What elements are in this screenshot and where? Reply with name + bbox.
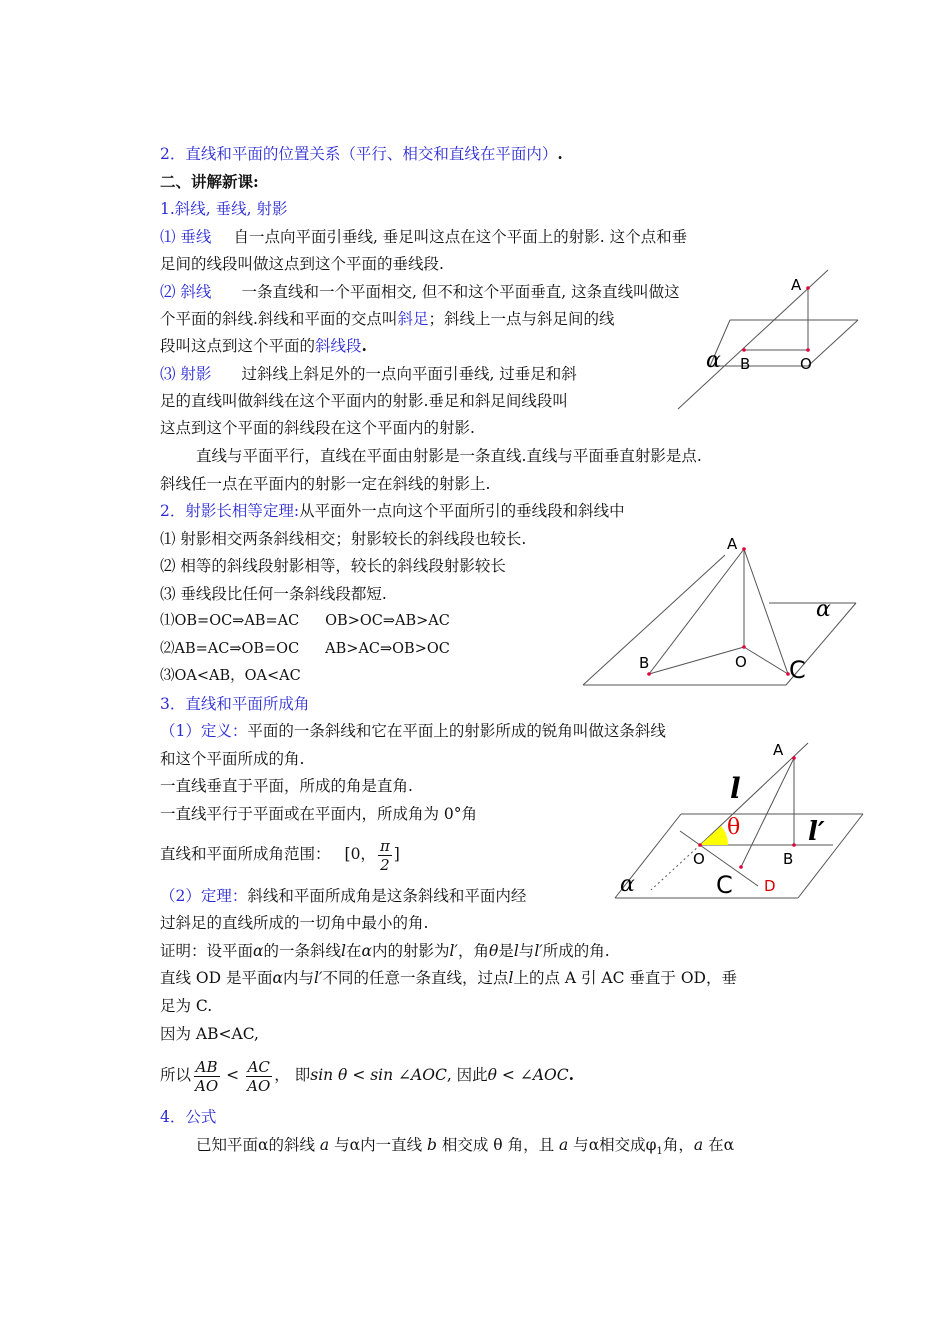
range-close: ]	[393, 845, 400, 863]
point-a	[792, 756, 796, 760]
fi-e: 与	[329, 1136, 350, 1154]
therefore-b: ， 即	[274, 1066, 311, 1084]
theorem-text: 从平面外一点向这个平面所引的垂线段和斜线中	[299, 502, 625, 520]
fraction-ab-ao	[193, 1058, 220, 1095]
oblique-line	[678, 270, 828, 409]
figure-oblique-projection	[670, 268, 870, 413]
line-perpendicular-def	[160, 227, 687, 247]
proof-o: 所成的角.	[542, 942, 610, 960]
od-e: 不同的任意一条直线，过点	[322, 969, 509, 987]
line-because: 因为 AB<AC,	[160, 1025, 259, 1043]
fi-l: α	[588, 1136, 600, 1154]
label-d: D	[764, 877, 776, 895]
angle-theta-fill	[700, 826, 728, 845]
heading-formula: 4．公式	[160, 1108, 217, 1126]
line-oblique-def	[160, 282, 680, 302]
od-l: l	[508, 969, 514, 987]
label-b: B	[639, 654, 650, 672]
point-o	[698, 843, 702, 847]
fi-q: a	[693, 1136, 704, 1154]
fi-r: 在	[703, 1136, 724, 1154]
label-theta: θ	[727, 815, 741, 840]
oblique-seg-period: .	[361, 336, 367, 355]
label-c: C	[716, 871, 733, 899]
frac2-den: AO	[247, 1076, 271, 1095]
line-oblique-segment	[160, 336, 367, 356]
proof-k: 是	[498, 942, 514, 960]
fi-d: a	[319, 1136, 330, 1154]
angle-inequality: θ < ∠AOC	[487, 1066, 569, 1084]
fi-s: α	[723, 1136, 735, 1154]
label-a: A	[791, 276, 802, 294]
fi-o: 1	[656, 1146, 663, 1158]
proof-theta: θ	[488, 942, 499, 960]
pi-over-2	[378, 837, 392, 874]
point-b	[792, 843, 796, 847]
line-parallel-projection: 直线与平面平行，直线在平面由射影是一条直线.直线与平面垂直射影是点.	[196, 447, 702, 465]
term-projection: ⑶ 射影	[160, 365, 212, 383]
fi-a: 已知平面	[196, 1136, 259, 1154]
line-foot-c: 足为 C.	[160, 997, 213, 1015]
proof-g: 内的射影为	[371, 942, 450, 960]
fi-m: 相交成	[599, 1136, 646, 1154]
point-a	[742, 547, 746, 551]
line-theorem-item2: ⑵ 相等的斜线段射影相等，较长的斜线段射影较长	[160, 557, 506, 575]
point-o	[742, 645, 746, 649]
fi-h: b	[427, 1136, 437, 1154]
label-a: A	[773, 741, 784, 759]
proof-lprime1: l′	[449, 942, 458, 960]
proof-l2: l	[513, 942, 519, 960]
proof-m: 与	[518, 942, 535, 960]
fraction-ac-ao	[245, 1058, 272, 1095]
line-od	[160, 968, 737, 988]
fi-f: α	[349, 1136, 361, 1154]
period: .	[557, 144, 563, 163]
oblique-cont-c: ；斜线上一点与斜足间的线	[428, 310, 615, 328]
line-definition	[160, 721, 666, 741]
formula2a: ⑵AB=AC⇒OB=OC	[160, 641, 300, 657]
line-section2-title	[160, 144, 563, 164]
line-projection-length-theorem	[160, 501, 625, 521]
therefore-period: .	[568, 1065, 574, 1084]
line-theorem-item1: ⑴ 射影相交两条斜线相交；射影较长的斜线段也较长.	[160, 530, 527, 548]
line-perp-angle: 一直线垂直于平面，所成的角是直角.	[160, 777, 413, 795]
line-projection-def-cont: 足的直线叫做斜线在这个平面内的射影.垂足和斜足间线段叫	[160, 392, 568, 410]
section-heading: 2．直线和平面的位置关系（平行、相交和直线在平面内）	[160, 145, 558, 163]
line-theorem2	[160, 886, 526, 906]
theorem-title: 2．射影长相等定理:	[160, 502, 300, 520]
label-alpha: α	[620, 872, 635, 897]
sin-inequality: sin θ < sin ∠AOC	[310, 1066, 447, 1084]
oblique-def-text: 一条直线和一个平面相交, 但不和这个平面垂直, 这条直线叫做这	[241, 283, 680, 301]
label-c: C	[789, 656, 806, 684]
label-o: O	[735, 653, 747, 671]
label-o: O	[693, 850, 705, 868]
segment-oc	[744, 647, 788, 674]
fi-g: 内一直线	[360, 1136, 428, 1154]
figure-projection-length	[555, 535, 875, 695]
term-oblique-foot: 斜足	[397, 310, 429, 328]
range-denominator: 2	[380, 855, 390, 874]
term-oblique: ⑵ 斜线	[160, 283, 212, 301]
heading-new-lesson: 二、讲解新课:	[160, 172, 259, 191]
point-o	[806, 348, 810, 352]
formula1b: OB>OC⇒AB>AC	[325, 613, 450, 629]
segment-ob	[649, 647, 744, 674]
label-a: A	[727, 535, 738, 553]
proof-i: ，角	[457, 942, 489, 960]
plane-edge-left	[583, 555, 725, 685]
segment-ac	[744, 549, 788, 674]
proof-alpha1: α	[253, 942, 264, 960]
oblique-cont-a: 个平面的斜线.斜线和平面的交点叫	[160, 310, 398, 328]
label-o: O	[800, 355, 812, 373]
perpendicular-def-text: 自一点向平面引垂线, 垂足叫这点在这个平面上的射影. 这个点和垂	[233, 228, 688, 246]
fi-n: φ	[645, 1136, 657, 1154]
od-alpha: α	[272, 969, 283, 987]
line-formula1	[160, 611, 450, 631]
line-definition-cont: 和这个平面所成的角.	[160, 750, 305, 768]
frac1-num: AB	[195, 1057, 218, 1076]
line-oblique-def-cont	[160, 309, 614, 329]
label-l: l	[730, 772, 741, 805]
point-a	[806, 286, 810, 290]
line-l-upper	[700, 743, 808, 845]
range-numerator: π	[379, 836, 390, 855]
od-a: 直线 OD 是平面	[160, 969, 273, 987]
line-proof	[160, 941, 610, 961]
fi-j: a	[559, 1136, 569, 1154]
projection-def-text: 过斜线上斜足外的一点向平面引垂线, 过垂足和斜	[241, 365, 577, 383]
heading-line-plane-angle: 3．直线和平面所成角	[160, 695, 310, 713]
point-b	[647, 672, 651, 676]
proof-e: 在	[345, 942, 362, 960]
fi-c: 的斜线	[268, 1136, 320, 1154]
line-formula2	[160, 639, 450, 659]
od-g: 上的点 A 引 AC 垂直于 OD，垂	[513, 969, 737, 987]
proof-lprime2: l′	[534, 942, 543, 960]
term-oblique-segment: 斜线段	[315, 337, 362, 355]
heading-oblique-perpendicular-projection: 1.斜线, 垂线, 射影	[160, 200, 288, 218]
figure-line-plane-angle	[605, 738, 875, 908]
oblique-seg-a: 段叫这点到这个平面的	[160, 337, 316, 355]
line-formula3: ⑶OA<AB，OA<AC	[160, 668, 301, 684]
fi-k: 与	[568, 1136, 589, 1154]
line-oblique-point-projection: 斜线任一点在平面内的射影一定在斜线的射影上.	[160, 475, 491, 493]
line-theorem-item3: ⑶ 垂线段比任何一条斜线段都短.	[160, 585, 387, 603]
frac2-num: AC	[247, 1057, 270, 1076]
formula1a: ⑴OB=OC⇒AB=AC	[160, 613, 300, 629]
term-perpendicular: ⑴ 垂线	[160, 228, 212, 246]
line-angle-range	[160, 836, 400, 874]
proof-c: 的一条斜线	[263, 942, 341, 960]
label-b: B	[740, 355, 751, 373]
label-alpha: α	[706, 348, 721, 373]
proof-alpha2: α	[361, 942, 372, 960]
proof-a: 证明：设平面	[160, 942, 254, 960]
proof-l1: l	[341, 942, 346, 960]
range-label: 直线和平面所成角范围：	[160, 845, 331, 863]
definition-label: （1）定义：	[160, 722, 248, 740]
therefore-d: , 因此	[446, 1066, 488, 1084]
fi-b: α	[258, 1136, 269, 1154]
point-b	[742, 348, 746, 352]
label-lprime: l′	[808, 817, 825, 847]
line-parallel-angle: 一直线平行于平面或在平面内，所成角为 0°角	[160, 805, 478, 823]
line-formula-intro	[196, 1135, 734, 1162]
line-projection-def	[160, 364, 577, 384]
range-open: [0，	[344, 845, 376, 863]
formula2b: AB>AC⇒OB>OC	[325, 641, 450, 657]
less-than: <	[226, 1066, 240, 1084]
frac1-den: AO	[195, 1076, 219, 1095]
fi-p: 角，	[662, 1136, 694, 1154]
label-alpha: α	[816, 597, 831, 622]
od-c: 内与	[282, 969, 314, 987]
od-lprime: l′	[313, 969, 323, 987]
fi-i: 相交成 θ 角，且	[436, 1136, 559, 1154]
point-c	[739, 865, 743, 869]
line-perpendicular-def-cont: 足间的线段叫做这点到这个平面的垂线段.	[160, 255, 444, 273]
therefore-a: 所以	[160, 1066, 192, 1084]
theorem2-text: 斜线和平面所成角是这条斜线和平面内经	[247, 887, 527, 905]
plane-edge-right	[808, 320, 858, 366]
line-therefore	[160, 1052, 574, 1098]
theorem2-label: （2）定理：	[160, 887, 248, 905]
definition-text: 平面的一条斜线和它在平面上的射影所成的锐角叫做这条斜线	[247, 722, 666, 740]
line-projection-def-cont2: 这点到这个平面的斜线段在这个平面内的射影.	[160, 419, 475, 437]
line-theorem2-cont: 过斜足的直线所成的一切角中最小的角.	[160, 914, 429, 932]
label-b: B	[783, 850, 794, 868]
